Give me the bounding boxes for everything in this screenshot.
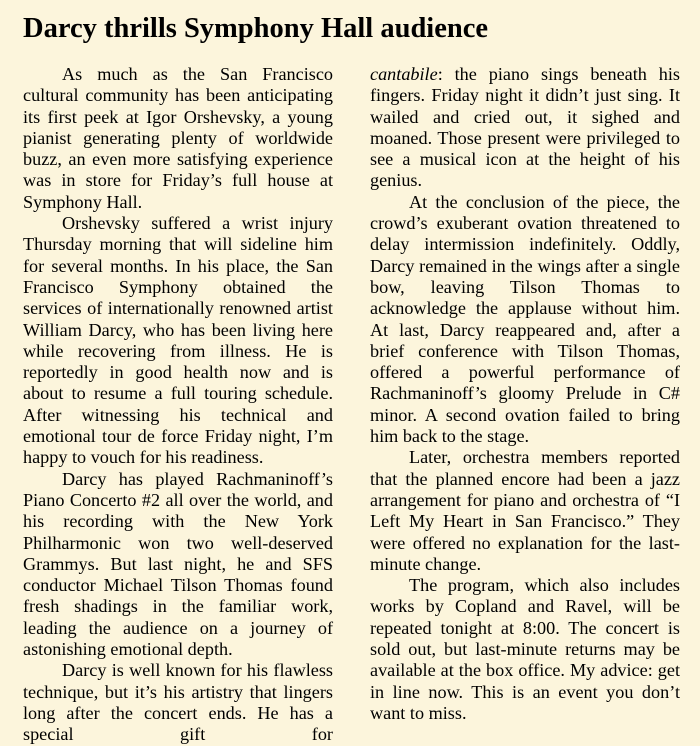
paragraph-4-start: Darcy is well known for his flawless technique, but it’s his artistry that lingers long after the concert ends. He has a special gift for <box>23 660 333 745</box>
italic-term: cantabile <box>370 64 438 84</box>
paragraph-4-end: : the piano sings beneath his fingers. Friday night it didn’t just sing. It wailed and cried out, it sighed and moaned. Those present were privileged to see a musical icon at the height of his genius. <box>370 64 680 191</box>
headline: Darcy thrills Symphony Hall audience <box>23 13 489 44</box>
paragraph-4-continued <box>370 64 680 192</box>
column-right <box>370 64 680 724</box>
paragraph-6: Later, orchestra members reported that the planned encore had been a jazz arrangement for piano and orchestra of “I Left My Heart in San Francisco.” They were offered no explanation for the last-minute change. <box>370 447 680 574</box>
paragraph-7: The program, which also includes works by Copland and Ravel, will be repeated tonight at 8:00. The concert is sold out, but last-minute returns may be available at the box office. My advice: get in line now. This is an event you don’t want to miss. <box>370 575 680 723</box>
paragraph-3: Darcy has played Rachmaninoff’s Piano Concerto #2 all over the world, and his recording with the New York Philharmonic won two well-deserved Grammys. But last night, he and SFS conductor Michael Tilson Thomas found fresh shadings in the familiar work, leading the audience on a journey of astonishing emotional depth. <box>23 468 333 660</box>
paragraph-2: Orshevsky suffered a wrist injury Thursday morning that will sideline him for several months. In his place, the San Francisco Symphony obtained the services of internationally renowned artist William Darcy, who has been living here while recovering from illness. He is reportedly in good health now and is about to resume a full touring schedule. After witnessing his technical and emotional tour de force Friday night, I’m happy to vouch for his readiness. <box>23 213 333 468</box>
column-left <box>23 64 333 746</box>
paragraph-5: At the conclusion of the piece, the crowd’s exuberant ovation threatened to delay intermission indefinitely. Oddly, Darcy remained in the wings after a single bow, leaving Tilson Thomas to acknowledge the applause without him. At last, Darcy reappeared and, after a brief conference with Tilson Thomas, offered a powerful performance of Rachmaninoff’s gloomy Prelude in C# minor. A second ovation failed to bring him back to the stage. <box>370 191 680 447</box>
paragraph-1: As much as the San Francisco cultural community has been anticipating its first peek at Igor Orshevsky, a young pianist generating plenty of worldwide buzz, an even more satisfying experience was in store for Friday’s full house at Symphony Hall. <box>23 64 333 212</box>
